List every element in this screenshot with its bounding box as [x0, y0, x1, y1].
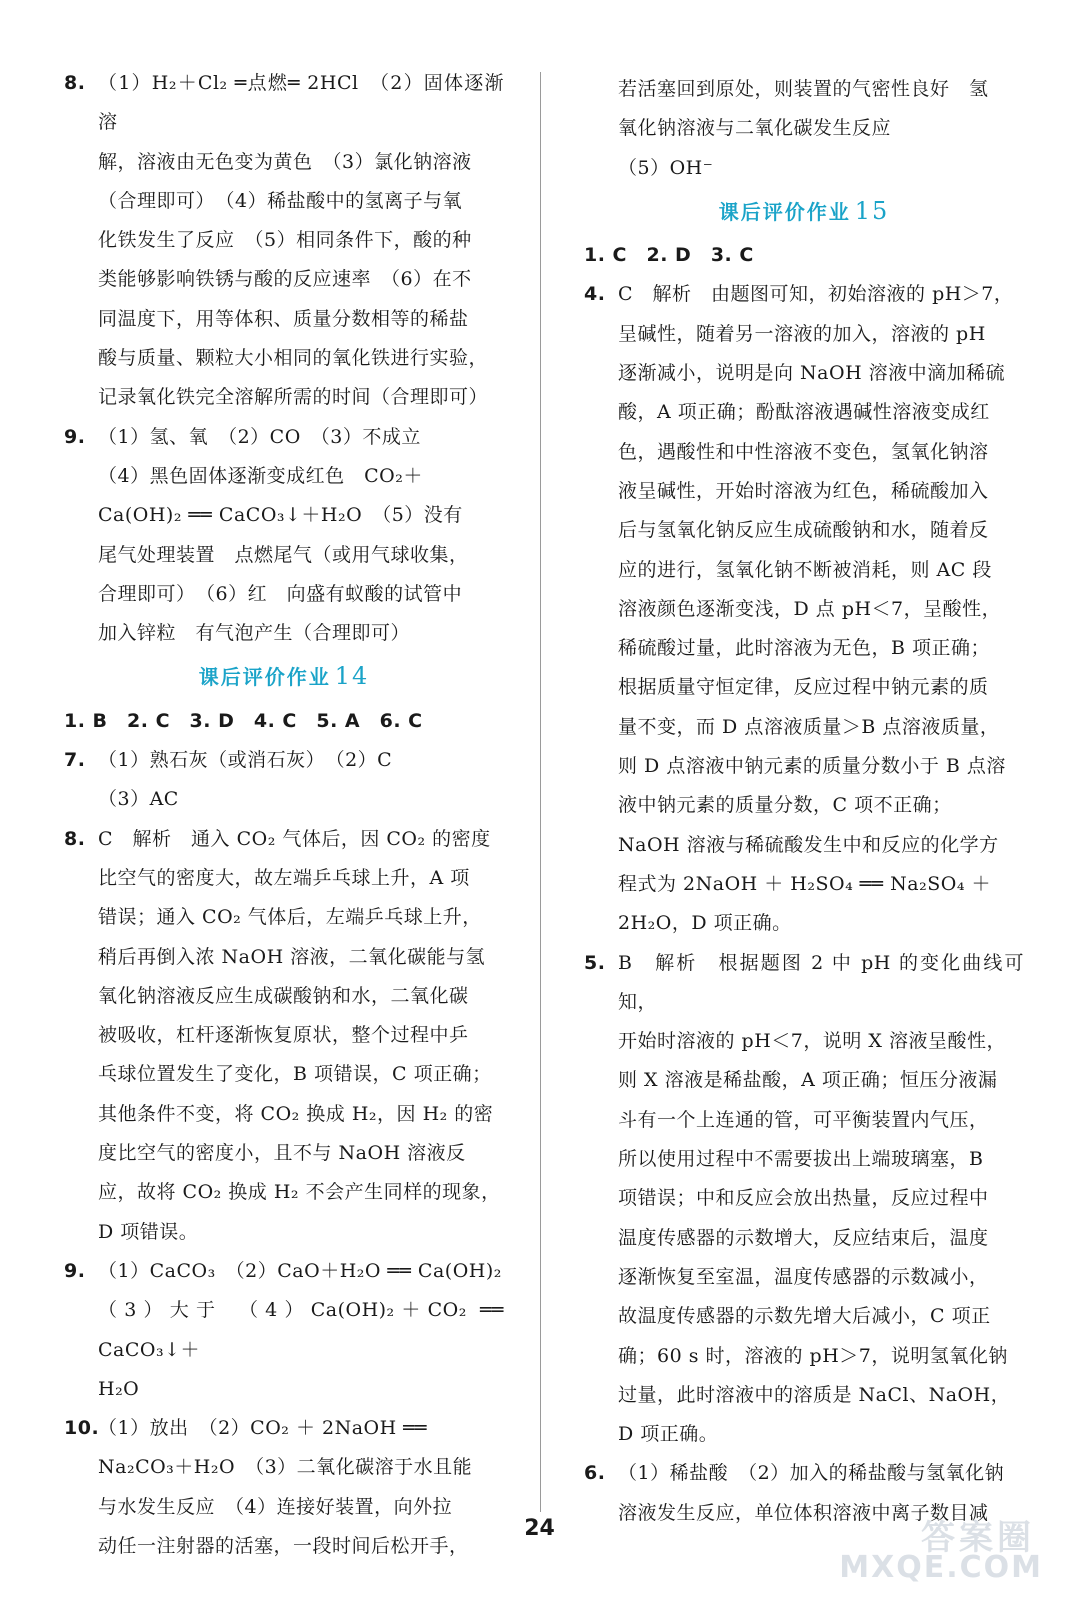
answer-body: [98, 418, 504, 654]
answer-body: [618, 275, 1024, 943]
text-line: 量不变，而 D 点溶液质量＞B 点溶液质量，: [618, 715, 1000, 738]
text-line: 合理即可） （6）红 向盛有蚁酸的试管中: [98, 582, 463, 605]
text-line: 乓球位置发生了变化，B 项错误，C 项正确；: [98, 1063, 492, 1086]
text-line: 程式为 2NaOH ＋ H₂SO₄ ══ Na₂SO₄ ＋: [618, 872, 991, 895]
section-heading-text: 课后评价作业: [718, 199, 851, 224]
question-number: 4.: [584, 283, 606, 306]
text-line: 氧化钠溶液与二氧化碳发生反应: [618, 117, 892, 140]
answer-8: [64, 820, 504, 1252]
text-line: 度比空气的密度小，且不与 NaOH 溶液反: [98, 1142, 466, 1165]
left-column: [64, 64, 504, 1566]
answer-body: [98, 1252, 504, 1409]
text-line: （1）CaCO₃ （2）CaO＋H₂O ══ Ca(OH)₂: [98, 1259, 502, 1282]
answer-body: [98, 64, 504, 418]
section-heading-text: 课后评价作业: [198, 665, 331, 690]
text-line: Ca(OH)₂ ══ CaCO₃↓＋H₂O （5）没有: [98, 504, 463, 527]
question-number: 10.: [64, 1417, 100, 1440]
text-line: 稍后再倒入浓 NaOH 溶液，二氧化碳能与氢: [98, 945, 486, 968]
watermark-text-bottom: MXQE.COM: [839, 1550, 1043, 1585]
text-line: 加入锌粒 有气泡产生（合理即可）: [98, 622, 411, 645]
answer-body: [98, 1409, 504, 1566]
column-divider: [540, 72, 541, 1512]
text-line: 则 D 点溶液中钠元素的质量分数小于 B 点溶: [618, 755, 1006, 778]
answer-body: [98, 820, 504, 1252]
question-number: 9.: [64, 425, 86, 448]
text-line: 开始时溶液的 pH＜7，说明 X 溶液呈酸性，: [618, 1030, 1006, 1053]
section-heading-14: [64, 657, 504, 697]
answers-1-3: [584, 236, 1024, 275]
text-line: （3）AC: [98, 788, 179, 811]
answer-10: [64, 1409, 504, 1566]
question-number: 9.: [64, 1259, 86, 1282]
question-number: 5.: [584, 951, 606, 974]
text-line: 同温度下，用等体积、质量分数相等的稀盐: [98, 307, 469, 330]
watermark-text-top: 答案圈: [921, 1518, 1035, 1558]
text-line: 应，故将 CO₂ 换成 H₂ 不会产生同样的现象，: [98, 1181, 501, 1204]
answers-1-6: [64, 702, 504, 741]
answer-line: 1. B 2. C 3. D 4. C 5. A 6. C: [64, 709, 423, 732]
text-line: 温度传感器的示数增大，反应结束后，温度: [618, 1226, 989, 1249]
text-line: 记录氧化铁完全溶解所需的时间（合理即可）: [98, 386, 489, 409]
text-line: 错误；通入 CO₂ 气体后，左端乒乓球上升，: [98, 906, 482, 929]
answer-line: 1. C 2. D 3. C: [584, 244, 754, 267]
text-line: H₂O: [98, 1377, 140, 1400]
text-line: （1）H₂＋Cl₂ ═点燃═ 2HCl （2）固体逐渐溶: [98, 72, 504, 134]
text-line: 2H₂O，D 项正确。: [618, 912, 792, 935]
text-line: 若活塞回到原处，则装置的气密性良好 氢: [618, 78, 989, 100]
question-number: 7.: [64, 749, 86, 772]
text-line: NaOH 溶液与稀硫酸发生中和反应的化学方: [618, 833, 999, 856]
text-line: 尾气处理装置 点燃尾气（或用气球收集，: [98, 543, 469, 566]
text-line: （3）大于 （4）Ca(OH)₂＋CO₂ ══ CaCO₃↓＋: [98, 1299, 504, 1361]
text-line: 稀硫酸过量，此时溶液为无色，B 项正确；: [618, 637, 991, 660]
answer-body: [98, 741, 504, 820]
answer-body: [618, 944, 1024, 1455]
page-number: 24: [524, 1516, 555, 1541]
text-line: 呈碱性，随着另一溶液的加入，溶液的 pH: [618, 322, 986, 345]
section-heading-number: 14: [334, 662, 370, 691]
answer-9: [64, 1252, 504, 1409]
text-line: 逐渐恢复至室温，温度传感器的示数减小，: [618, 1265, 989, 1288]
text-line: 比空气的密度大，故左端乒乓球上升，A 项: [98, 866, 470, 889]
text-line: 解，溶液由无色变为黄色 （3）氯化钠溶液: [98, 150, 472, 173]
answer-8-prev: [64, 64, 504, 418]
answer-5: [584, 944, 1024, 1455]
text-line: 与水发生反应 （4）连接好装置，向外拉: [98, 1495, 453, 1518]
text-line: 应的进行，氢氧化钠不断被消耗，则 AC 段: [618, 558, 992, 581]
text-line: 氧化钠溶液反应生成碳酸钠和水，二氧化碳: [98, 984, 469, 1007]
text-line: （1）熟石灰（或消石灰） （2）C: [98, 749, 393, 772]
text-line: 故温度传感器的示数先增大后减小，C 项正: [618, 1305, 991, 1328]
text-line: （1）稀盐酸 （2）加入的稀盐酸与氢氧化钠: [618, 1462, 1005, 1485]
text-line: （1）氢、氧 （2）CO （3）不成立: [98, 425, 421, 448]
answer-4: [584, 275, 1024, 943]
section-heading-number: 15: [854, 196, 890, 225]
text-line: 被吸收，杠杆逐渐恢复原状，整个过程中乒: [98, 1024, 469, 1047]
text-line: D 项正确。: [618, 1423, 719, 1446]
section-heading-15: [584, 192, 1024, 232]
text-line: Na₂CO₃＋H₂O （3）二氧化碳溶于水且能: [98, 1456, 473, 1479]
text-line: 溶液发生反应，单位体积溶液中离子数目减: [618, 1501, 989, 1524]
right-column: [584, 70, 1024, 1533]
text-line: 根据质量守恒定律，反应过程中钠元素的质: [618, 676, 989, 699]
text-line: 动任一注射器的活塞，一段时间后松开手，: [98, 1534, 469, 1557]
text-line: 斗有一个上连通的管，可平衡装置内气压，: [618, 1108, 989, 1131]
text-line: 溶液颜色逐渐变浅，D 点 pH＜7，呈酸性，: [618, 597, 1002, 620]
text-line: 过量，此时溶液中的溶质是 NaCl、NaOH，: [618, 1383, 1011, 1406]
text-line: 化铁发生了反应 （5）相同条件下，酸的种: [98, 229, 472, 252]
question-number: 8.: [64, 827, 86, 850]
text-line: 类能够影响铁锈与酸的反应速率 （6）在不: [98, 268, 472, 291]
text-line: （1）放出 （2）CO₂ ＋ 2NaOH ══: [98, 1417, 428, 1440]
text-line: 逐渐减小，说明是向 NaOH 溶液中滴加稀硫: [618, 362, 1006, 385]
text-line: 则 X 溶液是稀盐酸，A 项正确；恒压分液漏: [618, 1069, 998, 1092]
text-line: （4）黑色固体逐渐变成红色 CO₂＋: [98, 464, 423, 487]
text-line: 色，遇酸性和中性溶液不变色，氢氧化钠溶: [618, 440, 989, 463]
text-line: 后与氢氧化钠反应生成硫酸钠和水，随着反: [618, 519, 989, 542]
text-line: 其他条件不变，将 CO₂ 换成 H₂，因 H₂ 的密: [98, 1102, 494, 1125]
text-line: C 解析 通入 CO₂ 气体后，因 CO₂ 的密度: [98, 827, 491, 850]
text-line: 项错误；中和反应会放出热量，反应过程中: [618, 1187, 989, 1210]
text-line: 所以使用过程中不需要拔出上端玻璃塞，B: [618, 1148, 984, 1171]
text-line: 液呈碱性，开始时溶液为红色，稀硫酸加入: [618, 479, 989, 502]
text-line: （5）OH⁻: [618, 156, 714, 179]
text-line: D 项错误。: [98, 1220, 199, 1243]
text-line: C 解析 由题图可知，初始溶液的 pH＞7，: [618, 283, 1014, 306]
text-line: 酸与质量、颗粒大小相同的氧化铁进行实验，: [98, 347, 489, 370]
text-line: 液中钠元素的质量分数，C 项不正确；: [618, 794, 952, 817]
question-number: 6.: [584, 1462, 606, 1485]
question-number: 8.: [64, 72, 86, 94]
text-line: 酸，A 项正确；酚酞溶液遇碱性溶液变成红: [618, 401, 990, 424]
answer-7: [64, 741, 504, 820]
text-line: （合理即可） （4）稀盐酸中的氢离子与氧: [98, 189, 463, 212]
watermark-logo: [839, 1510, 1043, 1590]
text-line: 确；60 s 时，溶液的 pH＞7，说明氢氧化钠: [618, 1344, 1008, 1367]
answer-10-continued: [584, 70, 1024, 188]
answer-9-prev: [64, 418, 504, 654]
text-line: B 解析 根据题图 2 中 pH 的变化曲线可知，: [618, 951, 1024, 1013]
